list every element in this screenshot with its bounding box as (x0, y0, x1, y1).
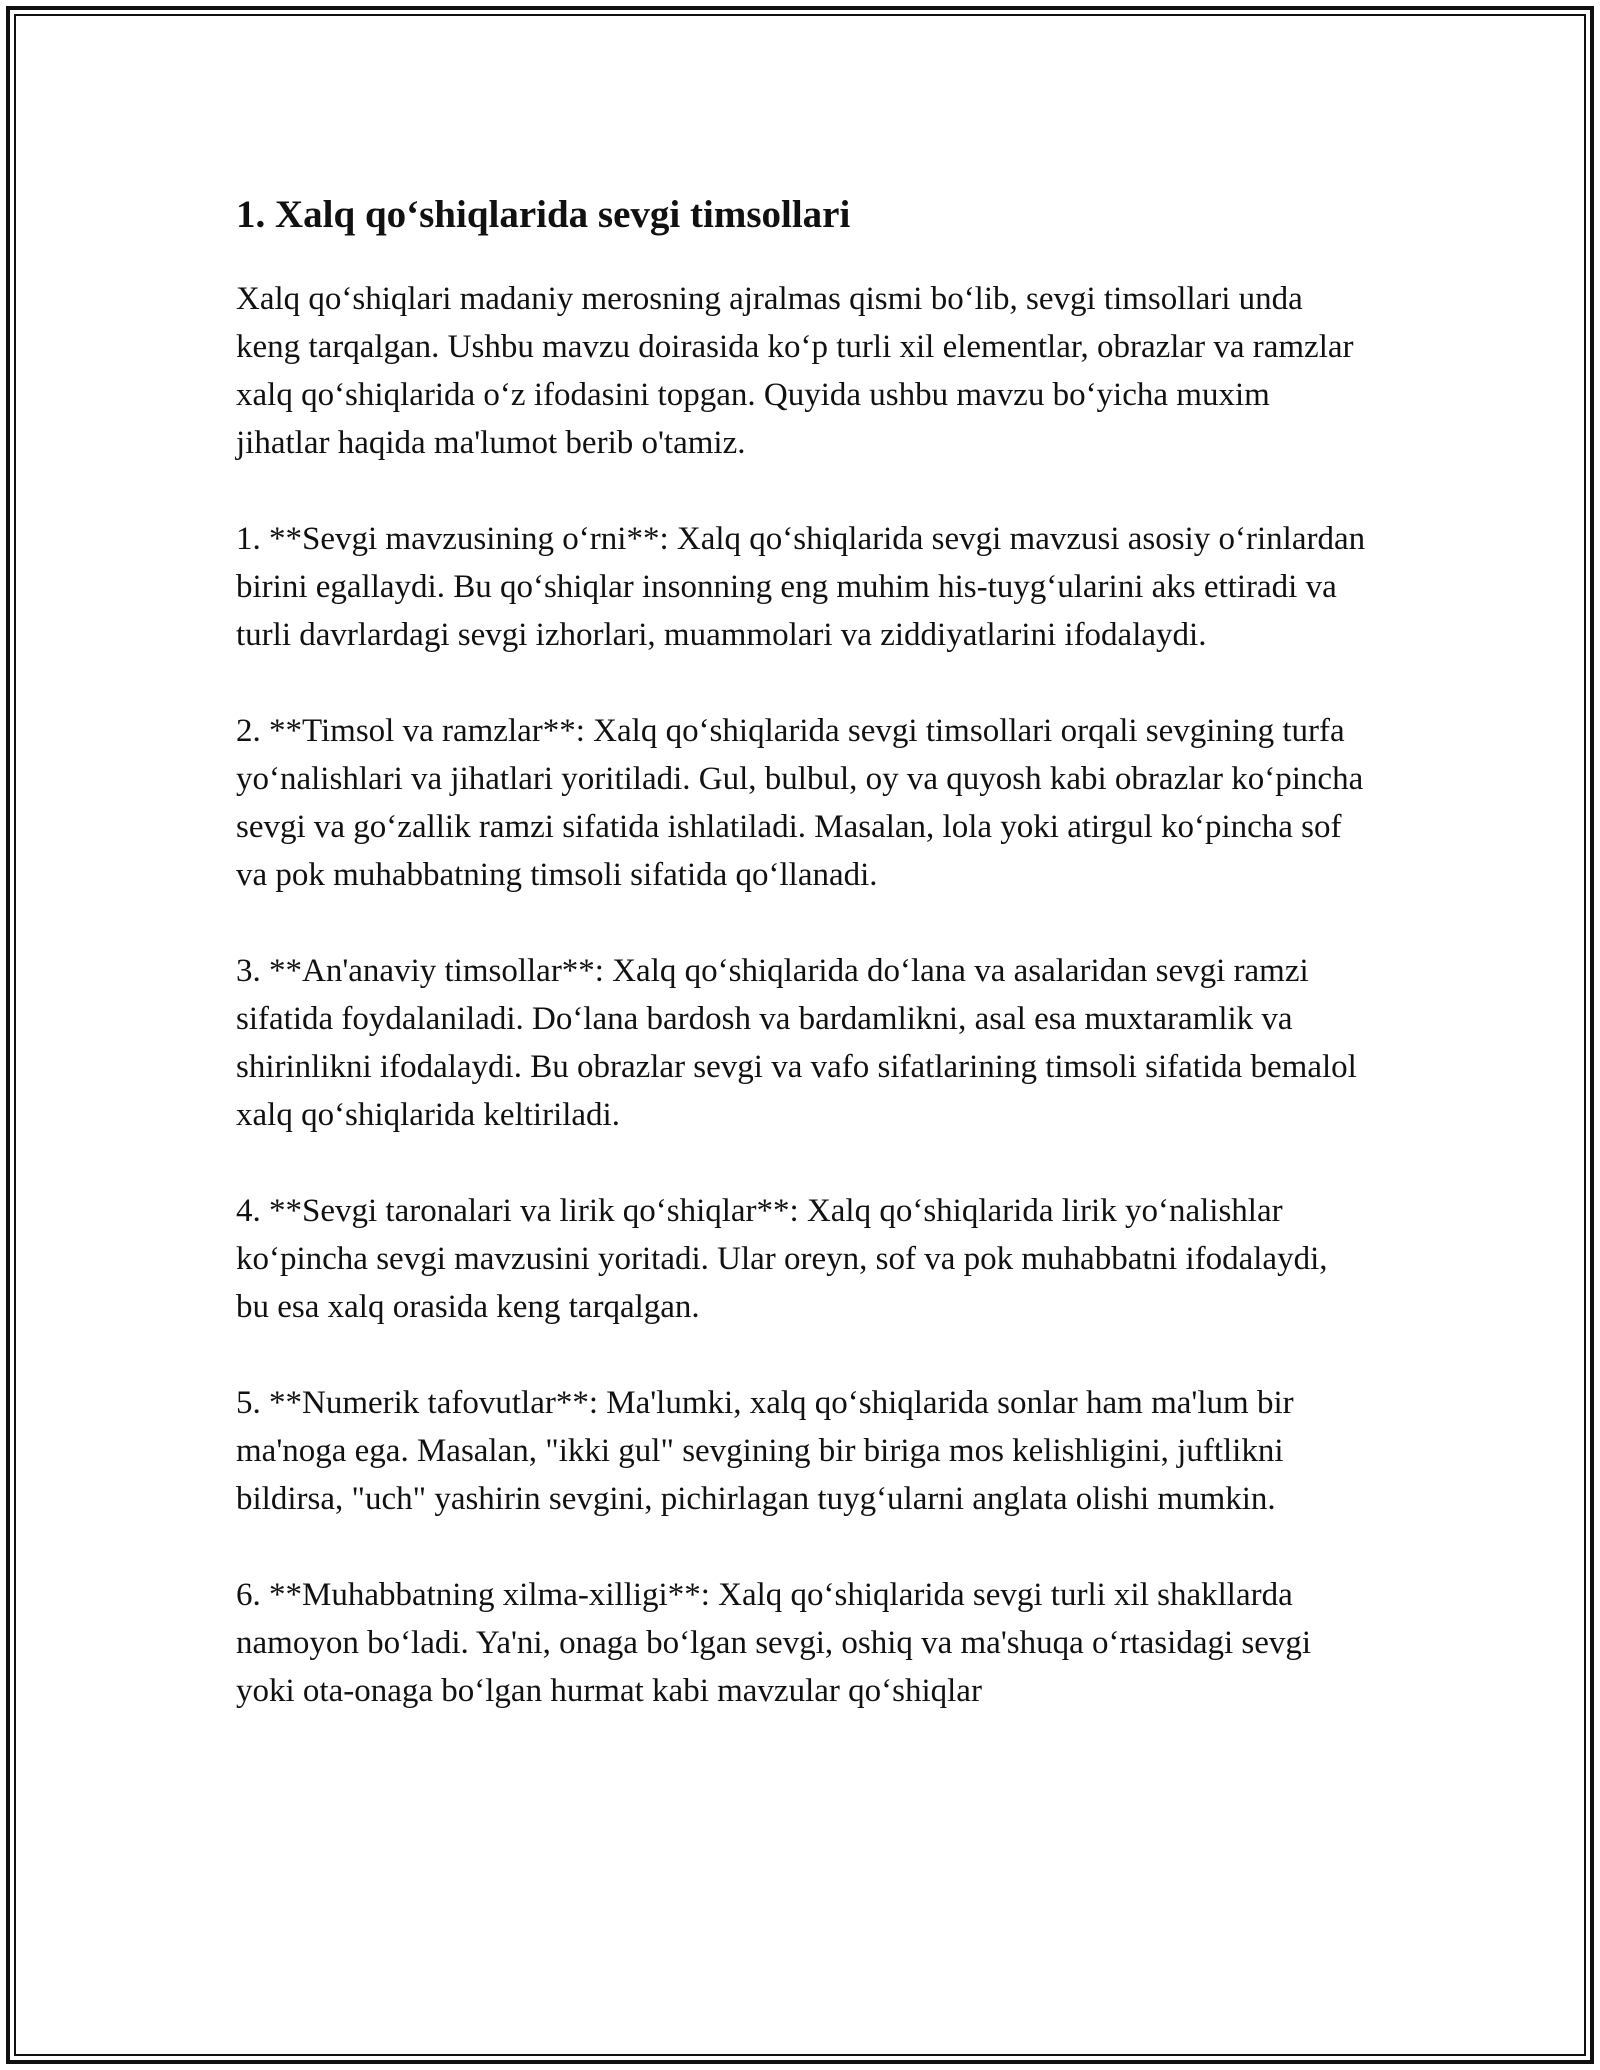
point-paragraph-5: 5. **Numerik tafovutlar**: Ma'lumki, xalq qo‘shiqlarida sonlar ham ma'lum bir ma'noga ega. Masalan, "ikki gul" sevgining bir biriga mos kelishligini, juftlikni bildirsa, "uch" yashirin sevgini, pichirlagan tuyg‘ularni anglata olishi mumkin. (236, 1385, 1294, 1517)
point-paragraph-2: 2. **Timsol va ramzlar**: Xalq qo‘shiqlarida sevgi timsollari orqali sevgining turfa yo‘nalishlari va jihatlari yoritiladi. Gul, bulbul, oy va quyosh kabi obrazlar ko‘pincha sevgi va go‘zallik ramzi sifatida ishlatiladi. Masalan, lola yoki atirgul ko‘pincha sof va pok muhabbatning timsoli sifatida qo‘llanadi. (236, 713, 1364, 893)
point-paragraph-3: 3. **An'anaviy timsollar**: Xalq qo‘shiqlarida do‘lana va asalaridan sevgi ramzi sifatida foydalaniladi. Do‘lana bardosh va bardamlikni, asal esa muxtaramlik va shirinlikni ifodalaydi. Bu obrazlar sevgi va vafo sifatlarining timsoli sifatida bemalol xalq qo‘shiqlarida keltiriladi. (236, 953, 1357, 1133)
intro-paragraph: Xalq qo‘shiqlari madaniy merosning ajralmas qismi bo‘lib, sevgi timsollari unda keng tarqalgan. Ushbu mavzu doirasida ko‘p turli xil elementlar, obrazlar va ramzlar xalq qo‘shiqlarida o‘z ifodasini topgan. Quyida ushbu mavzu bo‘yicha muxim jihatlar haqida ma'lumot berib o'tamiz. (236, 281, 1354, 461)
point-paragraph-1: 1. **Sevgi mavzusining o‘rni**: Xalq qo‘shiqlarida sevgi mavzusi asosiy o‘rinlardan birini egallaydi. Bu qo‘shiqlar insonning eng muhim his-tuyg‘ularini aks ettiradi va turli davrlardagi sevgi izhorlari, muammolari va ziddiyatlarini ifodalaydi. (236, 521, 1366, 653)
point-paragraph-6: 6. **Muhabbatning xilma-xilligi**: Xalq qo‘shiqlarida sevgi turli xil shakllarda namoyon bo‘ladi. Ya'ni, onaga bo‘lgan sevgi, oshiq va ma'shuqa o‘rtasidagi sevgi yoki ota-onaga bo‘lgan hurmat kabi mavzular qo‘shiqlar (236, 1577, 1312, 1709)
section-heading: 1. Xalq qo‘shiqlarida sevgi timsollari (236, 193, 851, 236)
document-body (236, 185, 1366, 1763)
point-paragraph-4: 4. **Sevgi taronalari va lirik qo‘shiqlar**: Xalq qo‘shiqlarida lirik yo‘nalishlar ko‘pincha sevgi mavzusini yoritadi. Ular oreyn, sof va pok muhabbatni ifodalaydi, bu esa xalq orasida keng tarqalgan. (236, 1193, 1328, 1325)
